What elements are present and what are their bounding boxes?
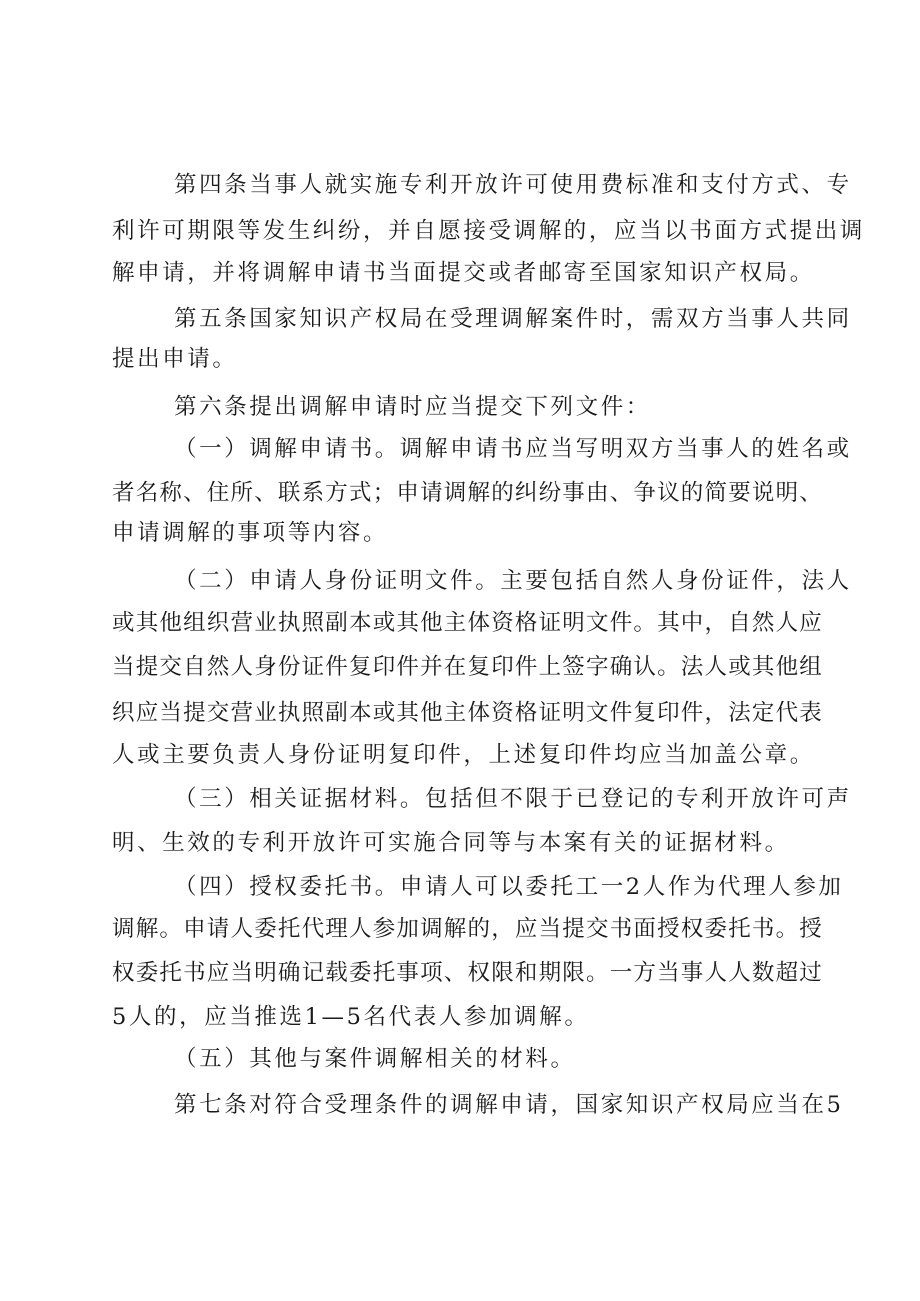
text-line: （三）相关证据材料。包括但不限于已登记的专利开放许可声 <box>174 786 852 812</box>
text-line: 5人的，应当推选1—5名代表人参加调解。 <box>112 1004 590 1030</box>
text-line: 第六条提出调解申请时应当提交下列文件： <box>174 394 651 420</box>
text-line: 或其他组织营业执照副本或其他主体资格证明文件。其中，自然人应 <box>112 610 824 636</box>
text-line: （一）调解申请书。调解申请书应当写明双方当事人的姓名或 <box>174 436 852 462</box>
text-line: 提出申请。 <box>112 346 238 372</box>
text-line: 第七条对符合受理条件的调解申请，国家知识产权局应当在5 <box>174 1092 844 1118</box>
text-line: 者名称、住所、联系方式；申请调解的纠纷事由、争议的简要说明、 <box>112 480 824 506</box>
text-line: 申请调解的事项等内容。 <box>112 520 389 546</box>
text-line: 当提交自然人身份证件复印件并在复印件上签字确认。法人或其他组 <box>112 654 824 680</box>
text-line: （二）申请人身份证明文件。主要包括自然人身份证件，法人 <box>174 568 852 594</box>
text-line: 人或主要负责人身份证明复印件，上述复印件均应当加盖公章。 <box>112 742 815 768</box>
text-line: 明、生效的专利开放许可实施合同等与本案有关的证据材料。 <box>112 830 790 856</box>
text-line: 织应当提交营业执照副本或其他主体资格证明文件复印件，法定代表 <box>112 700 824 726</box>
text-line: 第四条当事人就实施专利开放许可使用费标准和支付方式、专 <box>174 172 852 198</box>
text-line: （五）其他与案件调解相关的材料。 <box>174 1046 576 1072</box>
text-line: 调解。申请人委托代理人参加调解的，应当提交书面授权委托书。授 <box>112 916 824 942</box>
text-line: 利许可期限等发生纠纷，并自愿接受调解的，应当以书面方式提出调 <box>112 218 866 244</box>
text-line: （四）授权委托书。申请人可以委托工一2人作为代理人参加 <box>174 874 844 900</box>
text-line: 权委托书应当明确记载委托事项、权限和期限。一方当事人人数超过 <box>112 960 824 986</box>
text-line: 第五条国家知识产权局在受理调解案件时，需双方当事人共同 <box>174 306 852 332</box>
text-line: 解申请，并将调解申请书当面提交或者邮寄至国家知识产权局。 <box>112 260 815 286</box>
